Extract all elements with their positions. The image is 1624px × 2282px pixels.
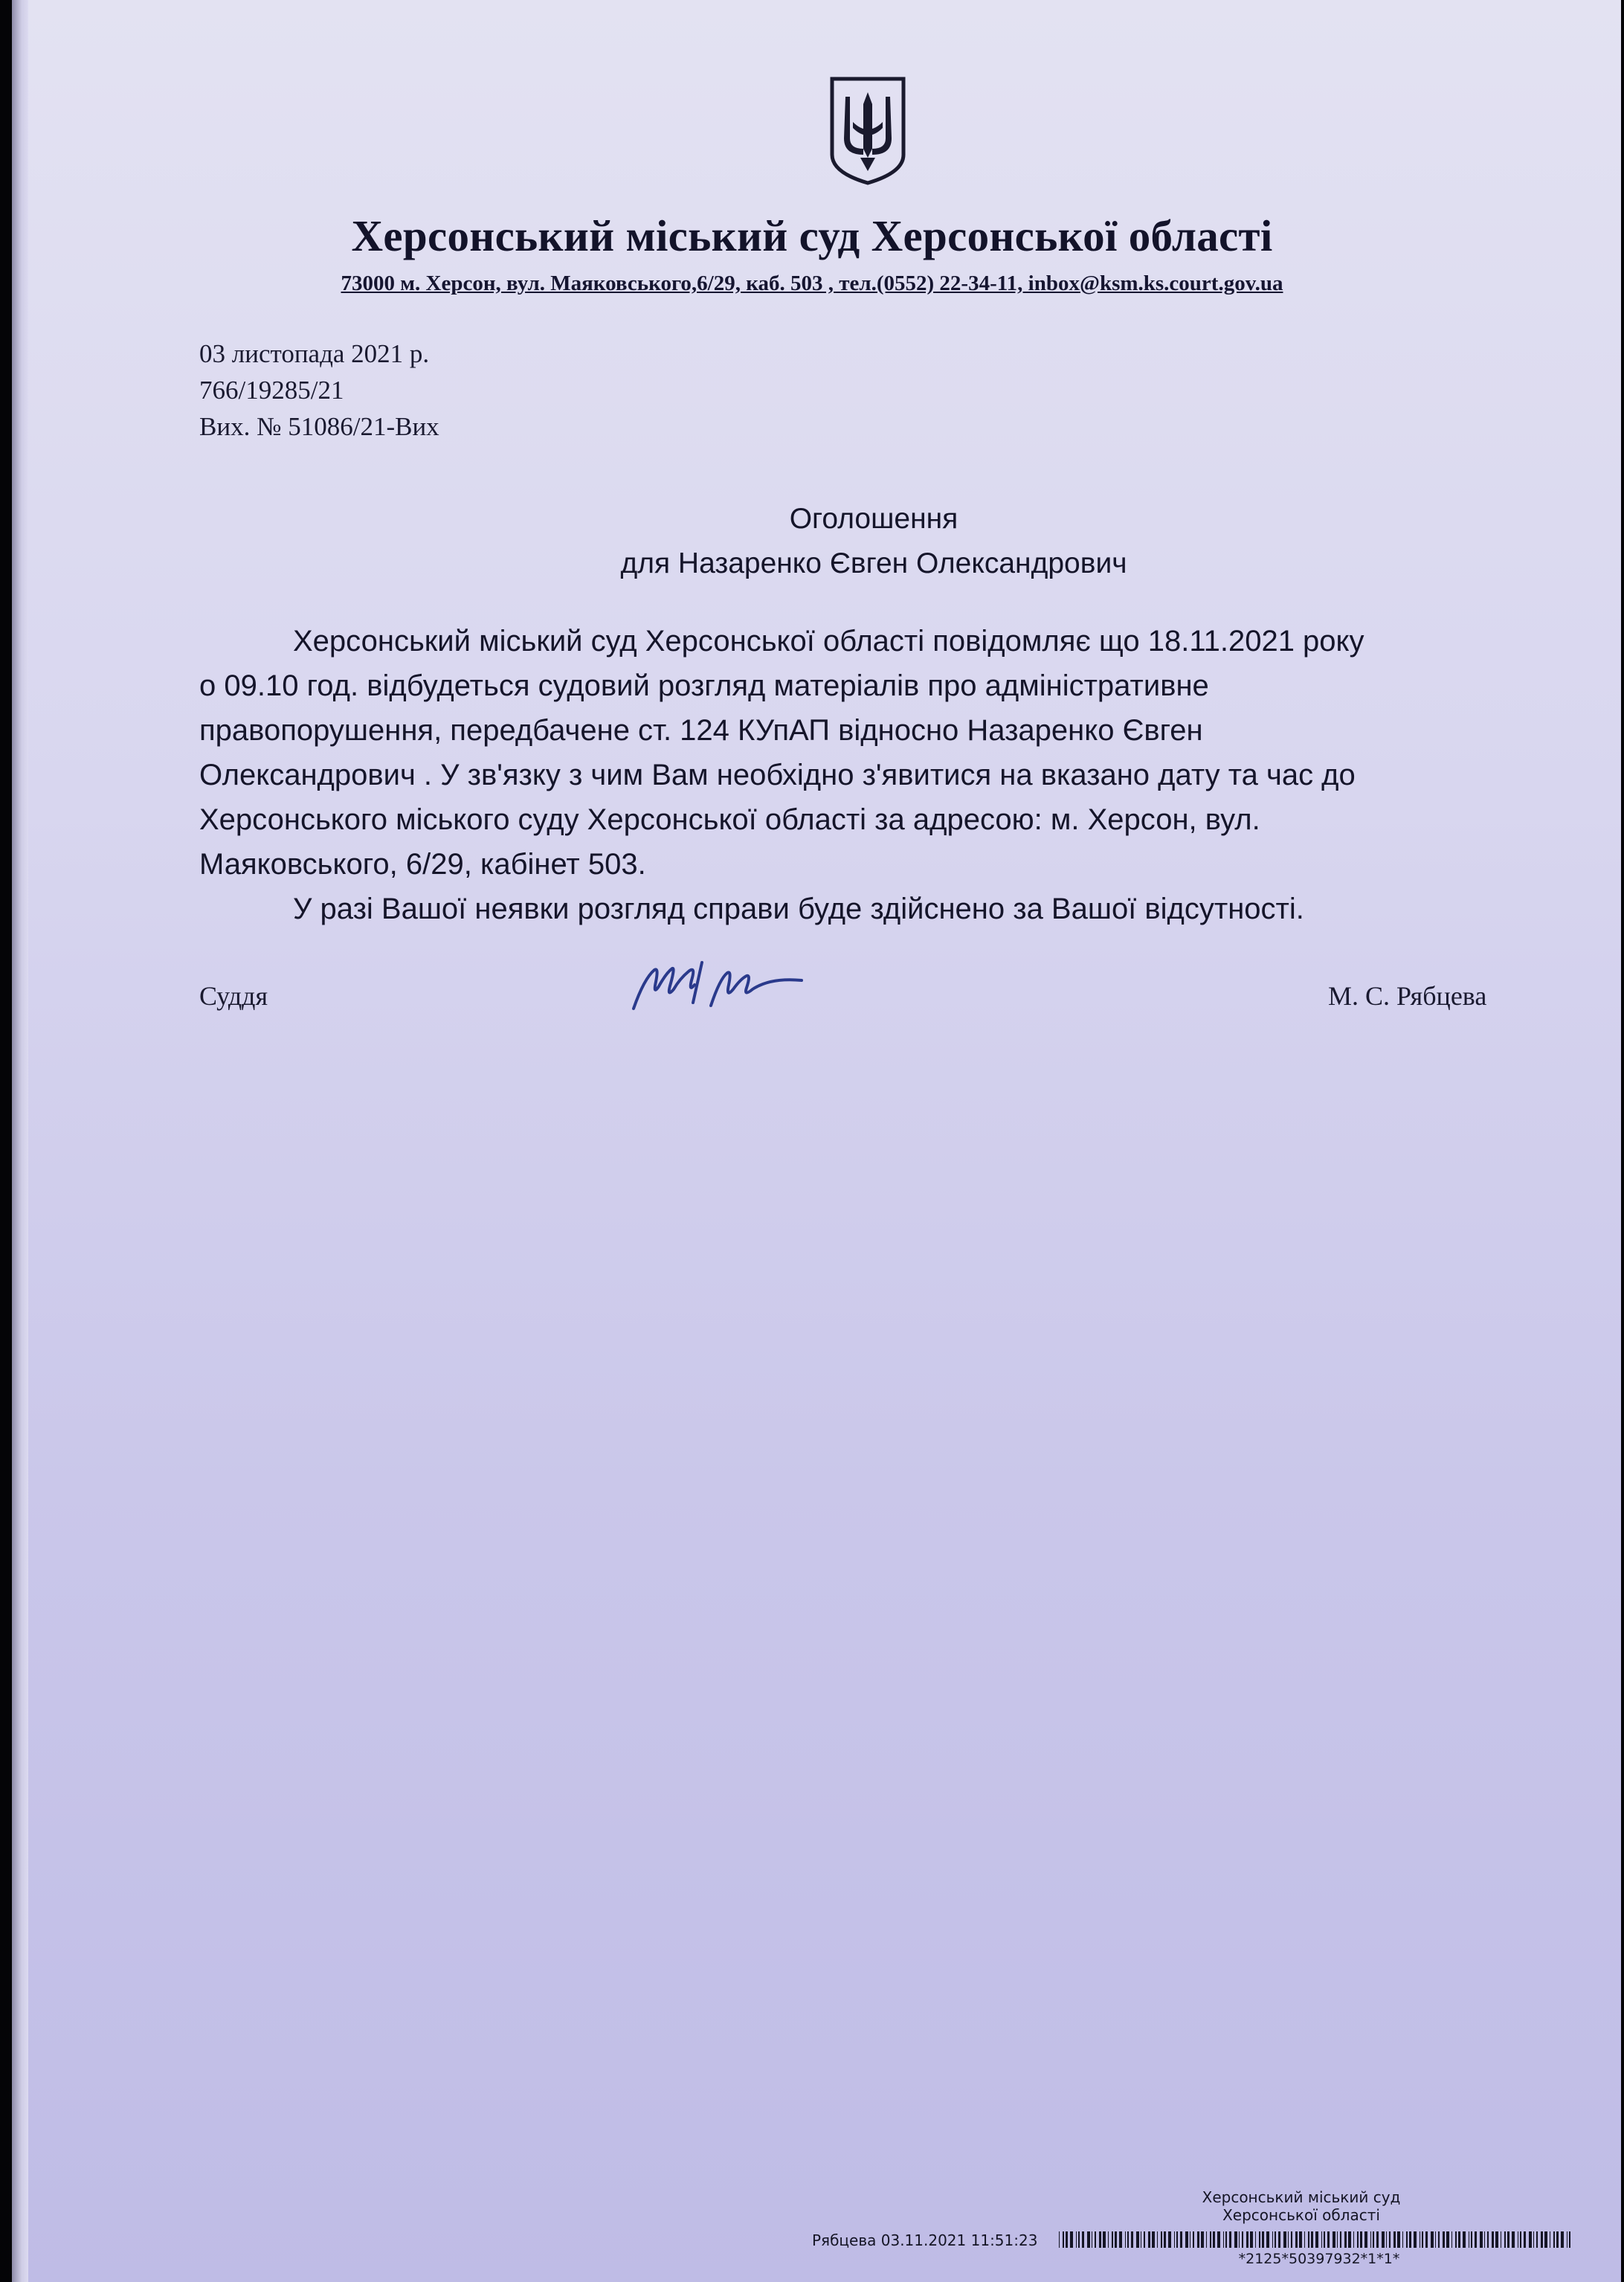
barcode [1059, 2231, 1572, 2248]
closing-line: У разі Вашої неявки розгляд справи буде здійснено за Вашої відсутності. [293, 893, 1304, 925]
notice-recipient: для Назаренко Євген Олександрович [620, 547, 1127, 579]
document-date: 03 листопада 2021 р. [199, 339, 430, 368]
court-stamp [1115, 2188, 1487, 2224]
stamp-line: Херсонський міський суд [1202, 2188, 1401, 2206]
barcode-number: *2125*50397932*1*1* [1238, 2251, 1400, 2267]
body-line: Маяковського, 6/29, кабінет 503. [199, 848, 646, 881]
signer-role: Суддя [199, 981, 268, 1011]
court-title: Херсонський міський суд Херсонської області [351, 211, 1273, 260]
outgoing-number: Вих. № 51086/21-Вих [199, 412, 439, 441]
notice-heading [0, 497, 1624, 586]
body-line: Херсонський міський суд Херсонської області повідомляє що 18.11.2021 року [293, 625, 1364, 658]
body-line: Херсонського міського суду Херсонської області за адресою: м. Херсон, вул. [199, 803, 1260, 836]
signer-name: М. С. Рябцева [1328, 981, 1487, 1011]
page-edge [12, 0, 28, 2282]
body-line: о 09.10 год. відбудеться судовий розгляд матеріалів про адміністративне [199, 669, 1209, 702]
notice-title: Оголошення [789, 503, 958, 535]
court-address: 73000 м. Херсон, вул. Маяковського,6/29, каб. 503 , тел.(0552) 22-34-11, inbox@ksm.ks.court.gov.ua [341, 271, 1283, 295]
body-line: Олександрович . У зв'язку з чим Вам необхідно з'явитися на вказано дату та час до [199, 759, 1356, 791]
handwritten-signature [629, 957, 808, 1016]
stamp-line: Херсонської області [1222, 2206, 1380, 2224]
electronic-signature-stamp: Рябцева 03.11.2021 11:51:23 [812, 2231, 1038, 2249]
document-meta [199, 335, 439, 445]
notice-body [199, 619, 1538, 931]
body-line: правопорушення, передбачене ст. 124 КУпАП відносно Назаренко Євген [199, 714, 1203, 747]
trident-coat-of-arms-icon [828, 74, 908, 186]
case-number: 766/19285/21 [199, 376, 344, 405]
